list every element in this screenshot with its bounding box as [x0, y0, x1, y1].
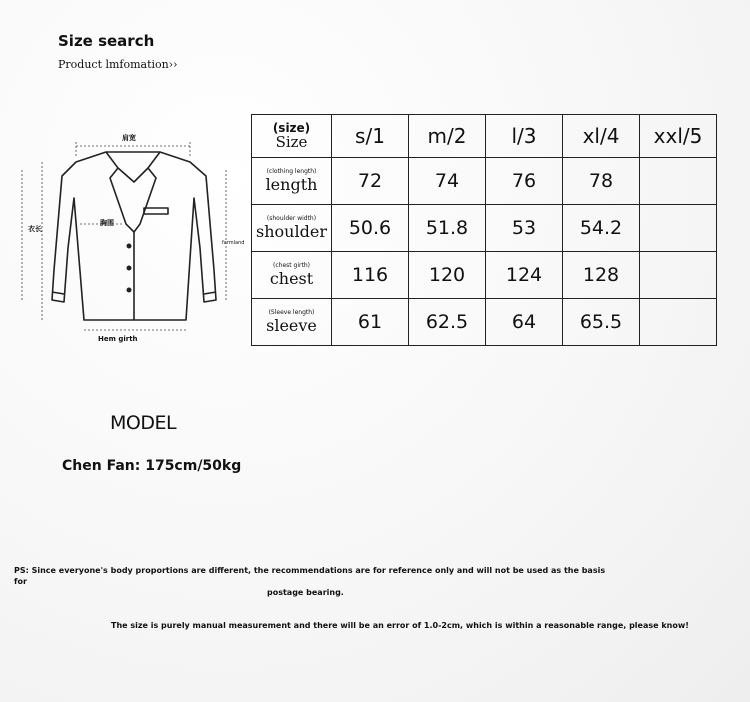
table-row-sleeve	[252, 299, 717, 346]
page-title: Size search	[58, 32, 155, 50]
table-cell: 50.6	[332, 205, 409, 252]
table-row-length	[252, 158, 717, 205]
measurement-note: The size is purely manual measurement and there will be an error of 1.0-2cm, which is within a reasonable range, please know!	[111, 621, 689, 630]
row-header-shoulder	[252, 205, 332, 252]
column-header-s: s/1	[332, 115, 409, 158]
ps-note-line2: postage bearing.	[267, 588, 344, 597]
row-label-chest: chest	[269, 269, 314, 288]
row-header-chest	[252, 252, 332, 299]
diagram-label-shoulder: 肩宽	[122, 134, 136, 142]
jacket-diagram	[14, 120, 250, 352]
ps-note	[14, 565, 614, 598]
table-cell: 74	[409, 158, 486, 205]
page-subtitle: Product lmfomation››	[58, 58, 178, 71]
column-header-l: l/3	[486, 115, 563, 158]
table-cell: 128	[563, 252, 640, 299]
column-header-m: m/2	[409, 115, 486, 158]
table-header-row	[252, 115, 717, 158]
row-sublabel-chest: (chest girth)	[273, 262, 310, 269]
table-cell: 65.5	[563, 299, 640, 346]
table-cell: 61	[332, 299, 409, 346]
row-header-sleeve	[252, 299, 332, 346]
column-header-xxl: xxl/5	[640, 115, 717, 158]
table-cell: 72	[332, 158, 409, 205]
table-cell: 116	[332, 252, 409, 299]
header-size-main: Size	[275, 133, 308, 151]
row-sublabel-sleeve: (Sleeve length)	[268, 309, 315, 316]
table-cell	[640, 252, 717, 299]
ps-note-line1: PS: Since everyone's body proportions are different, the recommendations are for reference only and will not be used as the basis for	[14, 566, 606, 586]
table-cell: 54.2	[563, 205, 640, 252]
table-cell: 76	[486, 158, 563, 205]
model-heading: MODEL	[110, 412, 177, 434]
table-cell: 51.8	[409, 205, 486, 252]
table-header-size	[252, 115, 332, 158]
table-cell	[640, 158, 717, 205]
row-sublabel-shoulder: (shoulder width)	[266, 215, 317, 222]
table-row-chest	[252, 252, 717, 299]
table-cell: 124	[486, 252, 563, 299]
table-cell: 64	[486, 299, 563, 346]
diagram-label-chest: 胸围	[100, 219, 114, 227]
table-cell	[640, 299, 717, 346]
jacket-outline	[14, 120, 250, 352]
table-cell: 78	[563, 158, 640, 205]
diagram-label-side: farmland	[222, 240, 245, 246]
row-label-sleeve: sleeve	[266, 316, 317, 335]
row-label-shoulder: shoulder	[256, 222, 327, 241]
row-header-length	[252, 158, 332, 205]
header-size-small: (size)	[272, 121, 311, 135]
row-label-length: length	[265, 175, 318, 194]
size-table	[251, 114, 717, 346]
table-cell: 62.5	[409, 299, 486, 346]
diagram-label-hem: Hem girth	[98, 335, 138, 343]
table-row-shoulder	[252, 205, 717, 252]
row-sublabel-length: (clothing length)	[266, 168, 317, 175]
diagram-label-length: 衣长	[28, 225, 42, 233]
column-header-xl: xl/4	[563, 115, 640, 158]
model-info: Chen Fan: 175cm/50kg	[62, 458, 242, 474]
table-cell: 53	[486, 205, 563, 252]
table-cell	[640, 205, 717, 252]
table-cell: 120	[409, 252, 486, 299]
